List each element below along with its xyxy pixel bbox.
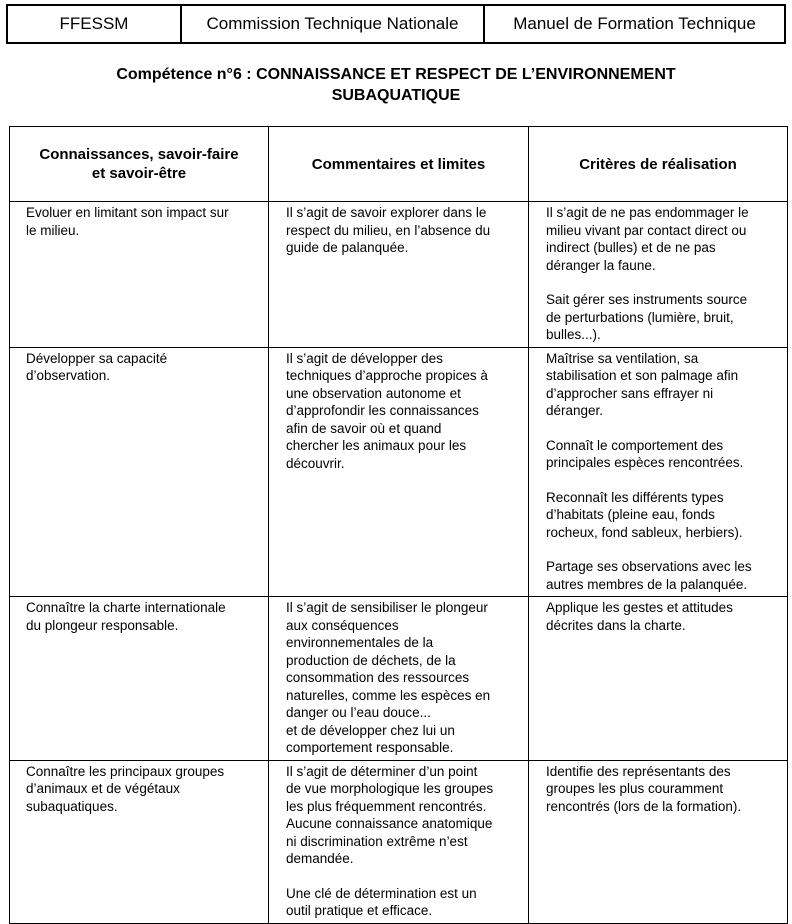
cell-comments <box>269 760 529 923</box>
cell-line: Il s’agit de ne pas endommager le <box>546 205 749 220</box>
cell-line: Une clé de détermination est un <box>286 885 477 901</box>
cell-line: production de déchets, de la <box>286 652 456 668</box>
cell-criteria <box>529 347 788 597</box>
cell-line: comportement responsable. <box>286 740 454 755</box>
cell-comments <box>269 202 529 348</box>
cell-line: Aucune connaissance anatomique <box>286 816 493 831</box>
cell-line: chercher les animaux pour les <box>286 438 467 453</box>
cell-line: Il s’agit de sensibiliser le plongeur <box>286 600 488 615</box>
cell-knowledge <box>10 760 269 923</box>
cell-line: de perturbations (lumière, bruit, <box>546 309 734 325</box>
cell-comments <box>269 597 529 761</box>
cell-line: déranger la faune. <box>546 257 656 273</box>
cell-line: indirect (bulles) et de ne pas <box>546 240 716 255</box>
cell-knowledge <box>10 597 269 761</box>
cell-paragraph <box>546 599 779 634</box>
cell-line: une observation autonome et <box>286 385 461 401</box>
cell-line: et de développer chez lui un <box>286 722 455 738</box>
competence-table <box>9 126 788 924</box>
page-title-line: SUBAQUATIQUE <box>331 87 461 104</box>
cell-line: rocheux, fond sableux, herbiers). <box>546 524 743 540</box>
cell-line: Applique les gestes et attitudes <box>546 600 733 615</box>
cell-line: stabilisation et son palmage afin <box>546 368 739 383</box>
cell-line: demandée. <box>286 851 354 866</box>
cell-line: Développer sa capacité <box>26 350 168 366</box>
cell-line: Partage ses observations avec les <box>546 559 752 574</box>
cell-line: Maîtrise sa ventilation, sa <box>546 350 699 366</box>
cell-knowledge <box>10 202 269 348</box>
cell-line: Connaître la charte internationale <box>26 600 226 615</box>
cell-line: respect du milieu, en l’absence du <box>286 222 491 238</box>
page-title <box>30 64 762 106</box>
header-knowledge <box>10 127 269 202</box>
cell-line: de vue morphologique les groupes <box>286 781 494 796</box>
table-row <box>10 347 788 597</box>
cell-line: afin de savoir où et quand <box>286 420 442 436</box>
cell-line: les plus fréquemment rencontrés. <box>286 798 487 814</box>
header-knowledge-line: Connaissances, savoir-faire <box>39 146 239 163</box>
cell-line: d’observation. <box>26 368 111 383</box>
header-comments <box>269 127 529 202</box>
cell-line: Il s’agit de savoir explorer dans le <box>286 205 487 220</box>
cell-line: autres membres de la palanquée. <box>546 576 748 592</box>
cell-line: subaquatiques. <box>26 798 118 814</box>
cell-line: danger ou l’eau douce... <box>286 705 431 720</box>
cell-line: d’approcher sans effrayer ni <box>546 385 714 401</box>
cell-line: Il s’agit de déterminer d’un point <box>286 763 478 779</box>
cell-paragraph <box>546 763 779 816</box>
cell-comments <box>269 347 529 597</box>
cell-criteria <box>529 760 788 923</box>
cell-paragraph <box>546 437 779 472</box>
cell-line: ni discrimination extrême n’est <box>286 833 468 849</box>
cell-line: Il s’agit de développer des <box>286 350 443 366</box>
cell-line: principales espèces rencontrées. <box>546 455 744 470</box>
cell-line: guide de palanquée. <box>286 240 409 255</box>
cell-paragraph <box>546 350 779 420</box>
cell-paragraph <box>546 489 779 542</box>
cell-line: techniques d’approche propices à <box>286 368 488 383</box>
cell-paragraph <box>546 204 779 274</box>
cell-line: Identifie des représentants des <box>546 763 731 779</box>
cell-line: déranger. <box>546 403 604 418</box>
header-criteria-line: Critères de réalisation <box>579 155 737 173</box>
cell-line: d’approfondir les connaissances <box>286 403 479 418</box>
cell-paragraph <box>546 291 779 344</box>
table-row <box>10 597 788 761</box>
cell-paragraph <box>286 763 520 868</box>
cell-line: Sait gérer ses instruments source <box>546 292 748 307</box>
cell-line: Reconnaît les différents types <box>546 489 724 505</box>
header-knowledge-line: et savoir-être <box>91 165 187 182</box>
header-comments-line: Commentaires et limites <box>311 155 486 173</box>
cell-line: bulles...). <box>546 327 601 342</box>
header-criteria <box>529 127 788 202</box>
table-header-row <box>10 127 788 202</box>
cell-line: environnementales de la <box>286 635 434 650</box>
cell-line: aux conséquences <box>286 617 399 633</box>
cell-line: naturelles, comme les espèces en <box>286 687 491 703</box>
cell-criteria <box>529 202 788 348</box>
cell-paragraph <box>286 885 520 920</box>
table-row <box>10 760 788 923</box>
cell-line: groupes les plus couramment <box>546 781 724 796</box>
cell-line: du plongeur responsable. <box>26 617 179 633</box>
header-commission: Commission Technique Nationale <box>182 6 485 42</box>
cell-line: le milieu. <box>26 222 80 238</box>
header-manual: Manuel de Formation Technique <box>513 14 756 33</box>
cell-line: Evoluer en limitant son impact sur <box>26 205 229 220</box>
cell-paragraph <box>546 558 779 593</box>
cell-line: découvrir. <box>286 455 345 471</box>
table-row <box>10 202 788 348</box>
cell-line: outil pratique et efficace. <box>286 903 433 918</box>
cell-line: décrites dans la charte. <box>546 617 686 633</box>
cell-line: milieu vivant par contact direct ou <box>546 222 747 238</box>
page-title-line: Compétence n°6 : CONNAISSANCE ET RESPECT DE L’ENVIRONNEMENT <box>116 66 676 83</box>
cell-line: rencontrés (lors de la formation). <box>546 798 742 814</box>
cell-criteria <box>529 597 788 761</box>
cell-line: d’animaux et de végétaux <box>26 781 180 796</box>
cell-line: Connaître les principaux groupes <box>26 763 225 779</box>
cell-knowledge <box>10 347 269 597</box>
document-header <box>6 4 786 44</box>
cell-line: Connaît le comportement des <box>546 437 724 453</box>
cell-line: d’habitats (pleine eau, fonds <box>546 507 715 522</box>
header-org: FFESSM <box>8 6 182 42</box>
cell-line: consommation des ressources <box>286 670 470 685</box>
